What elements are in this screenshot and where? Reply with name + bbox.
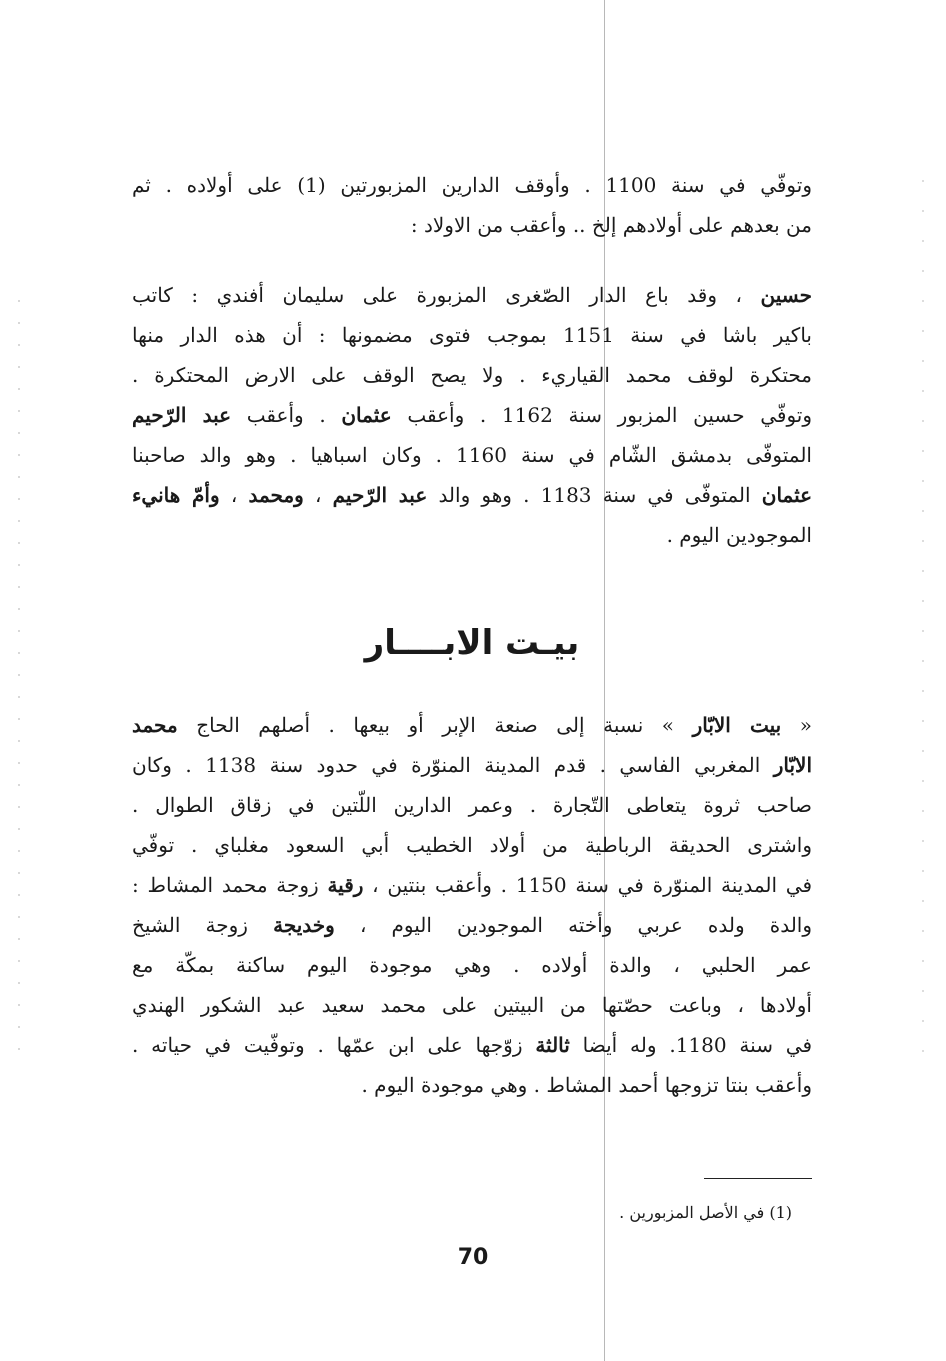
text-line: وأعقب بنتا تزوجها أحمد المشاط . وهي موجودة اليوم . [361, 1073, 812, 1097]
person-name-bold: محمد [132, 713, 178, 737]
text-run: « [799, 713, 813, 737]
text-line: باكير باشا في سنة 1151 بموجب فتوى مضمونها : أن هذه الدار منها [132, 323, 812, 347]
text-run: والدة ولده عربي وأخته الموجودين اليوم ، [359, 913, 813, 937]
person-name-bold: ثالثة [535, 1033, 570, 1057]
person-name-bold: الابّار [773, 753, 812, 777]
family-name-bold: بيت الابّار [692, 713, 782, 737]
text-line: واشترى الحديقة الرباطية من أولاد الخطيب أبي السعود مغلباي . توفّي [132, 833, 812, 857]
person-name-bold: رقية [327, 873, 364, 897]
person-name-bold: عثمان [761, 483, 813, 507]
text-run: . وأعقب [246, 403, 326, 427]
text-run: زوّجها على ابن عمّها . وتوفّيت في حياته . [132, 1033, 523, 1057]
text-line: صاحب ثروة يتعاطى التّجارة . وعمر الدارين اللّتين في زقاق الطوال . [132, 793, 812, 817]
text-line [132, 275, 812, 315]
person-name-bold: عثمان [341, 403, 392, 427]
text-run: في سنة 1180. وله أيضا [582, 1033, 813, 1057]
text-run: زوجة الشيخ [132, 913, 248, 937]
text-line: المتوفّى بدمشق الشّام في سنة 1160 . وكان اسباهيا . وهو والد صاحبنا [132, 443, 812, 467]
text-line [132, 865, 812, 905]
text-run: ، [230, 483, 238, 507]
text-line [132, 705, 812, 745]
text-line: وتوفّي في سنة 1100 . وأوقف الدارين المزبورتين (1) على أولاده . ثم [132, 173, 812, 197]
text-line: أولادها ، وباعت حصّتها من البيتين على محمد سعيد عبد الشكور الهندي [132, 993, 812, 1017]
scan-margin-speckle [922, 180, 924, 1080]
text-line: من بعدهم على أولادهم إلخ .. وأعقب من الاولاد : [410, 213, 812, 237]
person-name-bold: عبد الرّحيم [332, 483, 428, 507]
text-run: ، وقد باع الدار الصّغرى المزبورة على سليمان أفندي : كاتب [132, 283, 742, 307]
text-run: ، [314, 483, 322, 507]
text-run: » نسبة إلى صنعة الإبر أو بيعها . أصلهم الحاج [196, 713, 675, 737]
text-run: المغربي الفاسي . قدم المدينة المنوّرة في حدود سنة 1138 . وكان [132, 753, 761, 777]
person-name-bold: ومحمد [248, 483, 304, 507]
paragraph-1 [132, 165, 812, 245]
footnote-separator [704, 1178, 812, 1179]
text-line: عمر الحلبي ، والدة أولاده . وهي موجودة اليوم ساكنة بمكّة مع [132, 953, 812, 977]
text-run: وتوفّي حسين المزبور سنة 1162 . وأعقب [407, 403, 812, 427]
text-line: الموجودين اليوم . [666, 523, 812, 547]
person-name-bold: وخديجة [273, 913, 335, 937]
text-line [132, 745, 812, 785]
text-run: في المدينة المنوّرة في سنة 1150 . وأعقب بنتين ، [372, 873, 813, 897]
paragraph-2 [132, 275, 812, 555]
person-name-bold: وأمّ هانيء [132, 483, 220, 507]
text-line [132, 475, 812, 515]
person-name-bold: حسين [760, 283, 812, 307]
paragraph-3 [132, 705, 812, 1105]
text-line [132, 395, 812, 435]
text-line [132, 1025, 812, 1065]
person-name-bold: عبد الرّحيم [132, 403, 232, 427]
text-run: المتوفّى في سنة 1183 . وهو والد [438, 483, 751, 507]
scan-margin-speckle [18, 300, 20, 1060]
text-line: محتكرة لوقف محمد القياريء . ولا يصح الوقف على الارض المحتكرة . [132, 363, 812, 387]
page-number: 70 [457, 1245, 489, 1270]
footnote: (1) في الأصل المزبورين . [619, 1203, 792, 1222]
section-heading: بيـت الابــــار [364, 623, 580, 663]
text-line [132, 905, 812, 945]
text-run: زوجة محمد المشاط : [132, 873, 319, 897]
